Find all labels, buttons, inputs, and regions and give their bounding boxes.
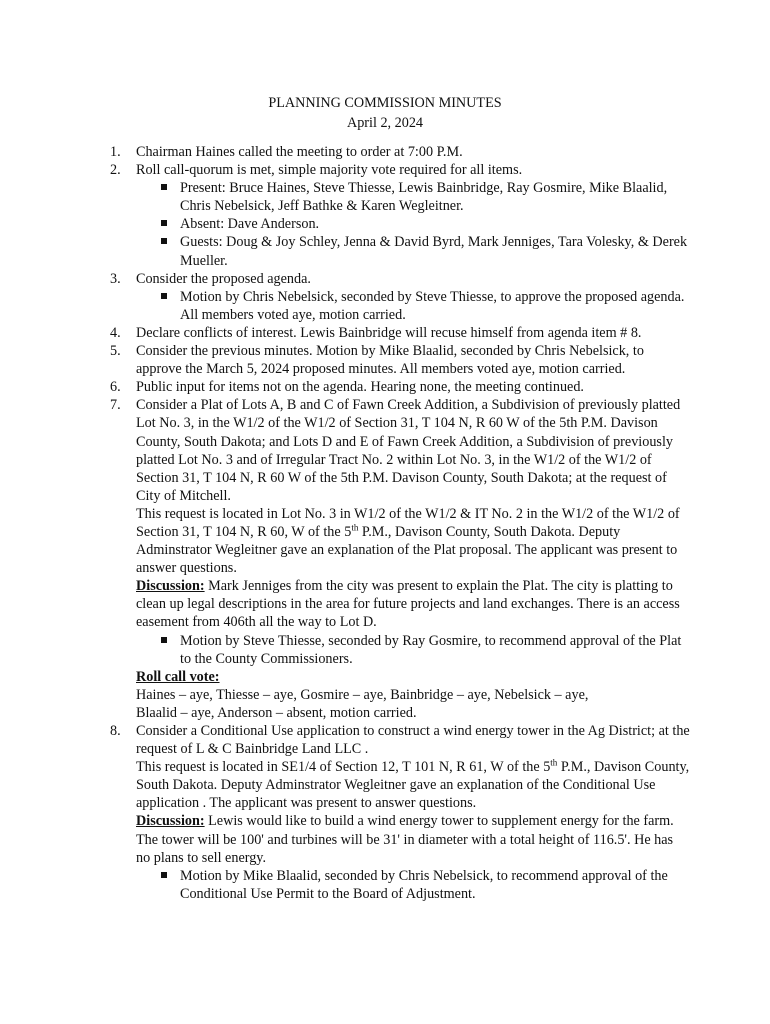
bullet-guests: Guests: Doug & Joy Schley, Jenna & David Byrd, Mark Jenniges, Tara Volesky, & Derek Mueller. [158,233,690,269]
item-text: Consider the previous minutes. Motion by Mike Blaalid, seconded by Chris Nebelsick, to approve the March 5, 2024 proposed minutes. All members voted aye, motion carried. [136,343,644,378]
location-paragraph: This request is located in SE1/4 of Section 12, T 101 N, R 61, W of the 5th P.M., Davison County, South Dakota. Deputy Adminstrator Wegleitner gave an explanation of the Conditional Use application . The applicant was present to answer questions. [136,757,690,812]
item-text: Consider a Conditional Use application to construct a wind energy tower in the Ag District; at the request of L & C Bainbridge Land LLC . [136,723,690,758]
discussion-label: Discussion: [136,813,205,830]
bullet-list [136,867,690,903]
bullet-present: Present: Bruce Haines, Steve Thiesse, Lewis Bainbridge, Ray Gosmire, Mike Blaalid, Chris Nebelsick, Jeff Bathke & Karen Wegleitner. [158,179,690,215]
document-title: PLANNING COMMISSION MINUTES [268,95,502,111]
item-text: Consider the proposed agenda. [136,270,311,287]
agenda-item-5 [110,342,690,378]
square-bullet-icon [161,184,167,190]
discussion-paragraph: Discussion: Lewis would like to build a wind energy tower to supplement energy for the farm. The tower will be 100' and turbines will be 31' in diameter with a total height of 116.5'. He has no plans to sell energy. [136,813,674,866]
square-bullet-icon [161,293,167,299]
item-text: Consider a Plat of Lots A, B and C of Fawn Creek Addition, a Subdivision of previously platted Lot No. 3, in the W1/2 of the W1/2 of Section 31, T 104 N, R 60 W of the 5th P.M. Davison County, South Dakota; and Lots D and E of Fawn Creek Addition, a Subdivision of previously platted Lot No. 3 and of Irregular Tract No. 2 within Lot No. 3, in the W1/2 of the W1/2 of Section 31, T 104 N, R 60 W of the 5th P.M. Davison County, South Dakota; at the request of City of Mitchell. [136,397,681,504]
item-number: 8. [110,723,121,739]
agenda-item-7 [110,396,690,722]
agenda-item-1 [110,143,690,161]
item-number: 6. [110,379,121,396]
bullet-motion: Motion by Chris Nebelsick, seconded by Steve Thiesse, to approve the proposed agenda. All members voted aye, motion carried. [158,288,690,324]
item-number: 2. [110,162,121,179]
square-bullet-icon [161,220,167,226]
discussion-label: Discussion: [136,578,205,595]
document-date: April 2, 2024 [346,115,424,131]
item-number: 7. [110,397,121,414]
location-paragraph: This request is located in Lot No. 3 in W1/2 of the W1/2 & IT No. 2 in the W1/2 of the W1/2 of Section 31, T 104 N, R 60, W of the 5th P.M., Davison County, South Dakota. Deputy Adminstrator Wegleitner gave an explanation of the Plat proposal. The applicant was present to answer questions. [136,505,680,577]
agenda-item-2 [110,161,690,270]
square-bullet-icon [161,637,167,643]
bullet-list [136,179,690,269]
bullet-motion: Motion by Steve Thiesse, seconded by Ray Gosmire, to recommend approval of the Plat to the County Commissioners. [158,632,690,668]
agenda-item-3 [110,270,690,324]
bullet-list [136,632,690,668]
agenda-item-4 [110,324,690,342]
bullet-absent: Absent: Dave Anderson. [158,215,690,233]
item-number: 4. [110,324,121,341]
item-number: 1. [110,144,121,160]
square-bullet-icon [161,238,167,244]
bullet-motion: Motion by Mike Blaalid, seconded by Chris Nebelsick, to recommend approval of the Conditional Use Permit to the Board of Adjustment. [158,867,690,903]
roll-call-line: Haines – aye, Thiesse – aye, Gosmire – aye, Bainbridge – aye, Nebelsick – aye, [136,686,589,703]
square-bullet-icon [161,872,167,878]
bullet-list [136,288,690,324]
agenda-item-6 [110,378,690,396]
item-text: Roll call-quorum is met, simple majority vote required for all items. [136,162,523,179]
item-number: 3. [110,270,121,287]
roll-call-label: Roll call vote: [136,668,220,685]
roll-call-line: Blaalid – aye, Anderson – absent, motion carried. [136,704,417,721]
item-number: 5. [110,343,121,360]
discussion-paragraph: Discussion: Mark Jenniges from the city was present to explain the Plat. The city is platting to clean up legal descriptions in the area for future projects and land exchanges. There is an access easement from 406th all the way to Lot D. [136,578,680,631]
item-text: Chairman Haines called the meeting to order at 7:00 P.M. [136,144,463,160]
document-header [0,93,770,133]
agenda-list [110,143,690,903]
agenda-item-8 [110,722,690,903]
item-text: Declare conflicts of interest. Lewis Bainbridge will recuse himself from agenda item # 8. [136,324,642,341]
item-text: Public input for items not on the agenda. Hearing none, the meeting continued. [136,379,584,396]
